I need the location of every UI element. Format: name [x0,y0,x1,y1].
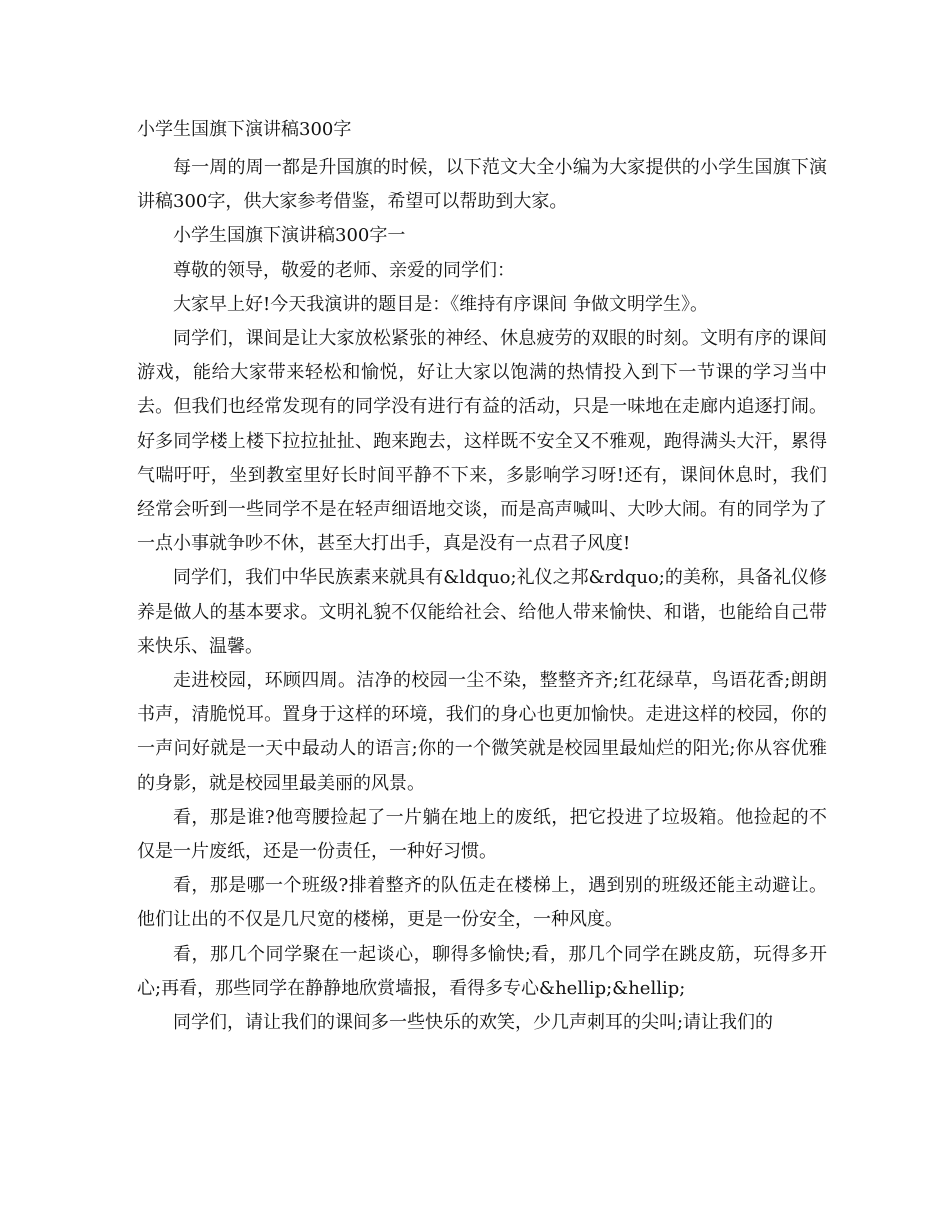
paragraph-body: 看，那是谁?他弯腰捡起了一片躺在地上的废纸，把它投进了垃圾箱。他捡起的不仅是一片废纸，还是一份责任，一种好习惯。 [137,806,827,863]
paragraph-body: 同学们，请让我们的课间多一些快乐的欢笑，少几声刺耳的尖叫;请让我们的 [173,1012,774,1034]
paragraph-body: 看，那是哪一个班级?排着整齐的队伍走在楼梯上，遇到别的班级还能主动避让。他们让出的不仅是几尺宽的楼梯，更是一份安全，一种风度。 [137,875,827,931]
paragraph-body: 看，那几个同学聚在一起谈心，聊得多愉快;看，那几个同学在跳皮筋，玩得多开心;再看，那些同学在静静地欣赏墙报，看得多专心&hellip;&hellip; [137,943,827,999]
document-title: 小学生国旗下演讲稿300字 [137,119,352,140]
paragraph-body: 走进校园，环顾四周。洁净的校园一尘不染，整整齐齐;红花绿草，鸟语花香;朗朗书声，清脆悦耳。置身于这样的环境，我们的身心也更加愉快。走进这样的校园，你的一声问好就是一天中最动人的语言;你的一个微笑就是校园里最灿烂的阳光;你从容优雅的身影，就是校园里最美丽的风景。 [137,670,827,794]
paragraph-greeting: 大家早上好!今天我演讲的题目是：《维持有序课间 争做文明学生》。 [173,293,708,315]
document-body [137,151,827,1040]
paragraph-subtitle: 小学生国旗下演讲稿300字一 [173,225,406,247]
paragraph-body: 同学们，我们中华民族素来就具有&ldquo;礼仪之邦&rdquo;的美称，具备礼仪修养是做人的基本要求。文明礼貌不仅能给社会、给他人带来愉快、和谐，也能给自己带来快乐、温馨。 [137,567,827,657]
paragraph-intro: 每一周的周一都是升国旗的时候，以下范文大全小编为大家提供的小学生国旗下演讲稿300字，供大家参考借鉴，希望可以帮助到大家。 [137,157,827,213]
paragraph-salutation: 尊敬的领导，敬爱的老师、亲爱的同学们： [173,259,515,281]
paragraph-body: 同学们，课间是让大家放松紧张的神经、休息疲劳的双眼的时刻。文明有序的课间游戏，能给大家带来轻松和愉悦，好让大家以饱满的热情投入到下一节课的学习当中去。但我们也经常发现有的同学没有进行有益的活动，只是一味地在走廊内追逐打闹。好多同学楼上楼下拉拉扯扯、跑来跑去，这样既不安全又不雅观，跑得满头大汗，累得气喘吁吁，坐到教室里好长时间平静不下来，多影响学习呀!还有，课间休息时，我们经常会听到一些同学不是在轻声细语地交谈，而是高声喊叫、大吵大闹。有的同学为了一点小事就争吵不休，甚至大打出手，真是没有一点君子风度! [137,328,827,555]
